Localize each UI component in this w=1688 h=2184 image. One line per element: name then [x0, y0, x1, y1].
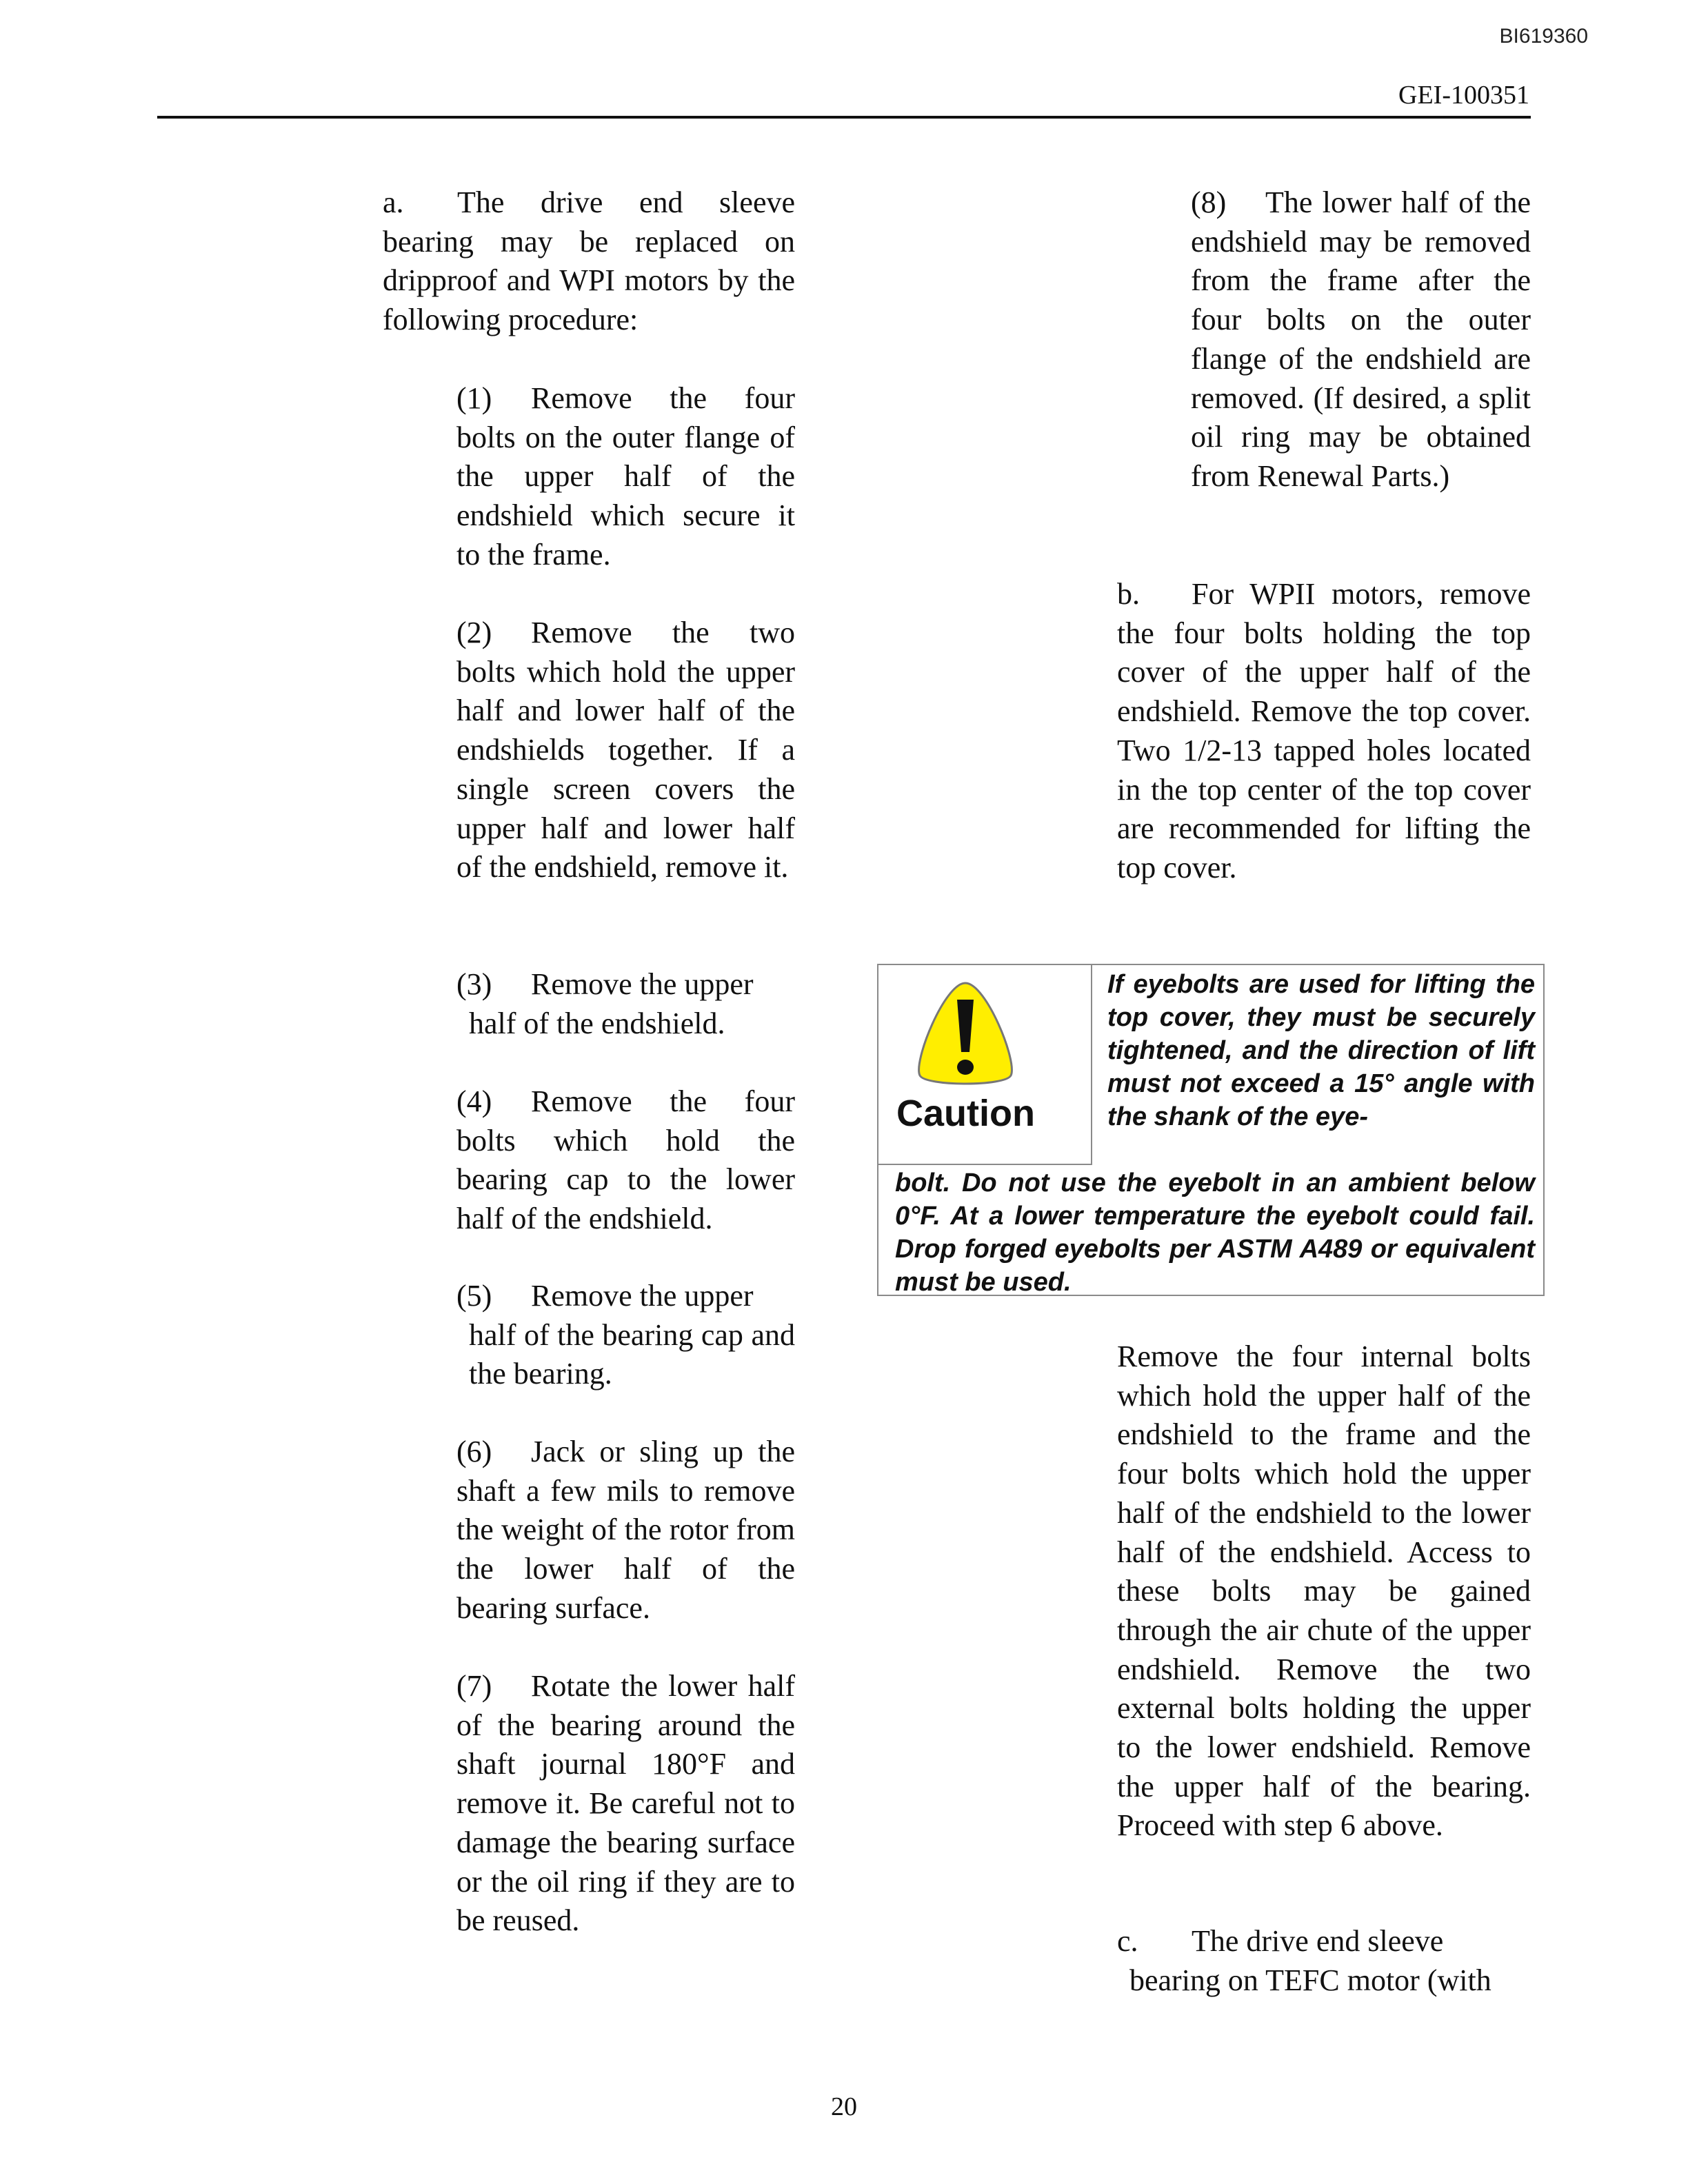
step-1-text: Remove the four bolts on the outer flange of the upper half of the endshield which secure it to the frame.	[456, 381, 795, 572]
step-8-label: (8)	[1191, 185, 1227, 219]
step-2	[456, 614, 795, 887]
item-b	[1117, 575, 1531, 888]
step-4	[456, 1082, 795, 1239]
item-b-label: b.	[1117, 577, 1140, 611]
step-8	[1191, 183, 1531, 496]
step-3-label: (3)	[456, 967, 492, 1001]
intro-text: The drive end sleeve bearing may be replaced on dripproof and WPI motors by the following procedure:	[383, 185, 795, 337]
step-2-label: (2)	[456, 616, 492, 649]
step-7-text: Rotate the lower half of the bearing around the shaft journal 180°F and remove it. Be careful not to damage the bearing surface or the oil ring if they are to be reused.	[456, 1669, 795, 1938]
step-1	[456, 379, 795, 575]
page-number: 20	[831, 2092, 857, 2121]
step-3	[456, 965, 795, 1043]
header-rule	[157, 116, 1531, 119]
step-6	[456, 1433, 795, 1628]
step-3-text: Remove the upper	[531, 967, 754, 1001]
step-6-label: (6)	[456, 1435, 492, 1468]
caution-text-top: If eyebolts are used for lifting the top cover, they must be securely tightened, and the direction of lift must not exceed a 15° angle with the shank of the eye-	[1107, 970, 1535, 1131]
caution-label: Caution	[896, 1093, 1035, 1134]
step-1-label: (1)	[456, 381, 492, 415]
step-8-text: The lower half of the endshield may be removed from the frame after the four bolts on the outer flange of the endshield are removed. (If desired, a split oil ring may be obtained from Renewal Parts.)	[1191, 185, 1531, 493]
item-c-text: The drive end sleeve	[1192, 1924, 1444, 1958]
step-5-text: Remove the upper	[531, 1279, 754, 1313]
step-5-label: (5)	[456, 1279, 492, 1313]
warning-exclamation-icon	[910, 979, 1021, 1089]
intro-label: a.	[383, 185, 404, 219]
item-c-label: c.	[1117, 1924, 1138, 1958]
step-7	[456, 1667, 795, 1941]
step-5	[456, 1277, 795, 1394]
document-id: BI619360	[1499, 25, 1588, 48]
step-5-continuation: half of the bearing cap and the bearing.	[469, 1317, 795, 1391]
caution-icon-cell	[878, 965, 1092, 1165]
caution-box	[877, 964, 1545, 1296]
step-4-label: (4)	[456, 1084, 492, 1118]
step-3-continuation: half of the endshield.	[469, 1006, 725, 1040]
intro-paragraph	[383, 183, 795, 340]
caution-text-bottom: bolt. Do not use the eyebolt in an ambient below 0°F. At a lower temperature the eyebolt could fail. Drop forged eyebolts per ASTM A489 or equivalent must be used.	[895, 1169, 1535, 1297]
item-c	[1117, 1922, 1531, 2000]
item-b-text: For WPII motors, remove the four bolts holding the top cover of the upper half of the endshield. Remove the top cover. Two 1/2-13 tapped holes located in the top center of the top cover are recommended for lifting the top cover.	[1117, 577, 1531, 884]
removal-paragraph: Remove the four internal bolts which hold the upper half of the endshield to the frame and the four bolts which hold the upper half of the endshield to the lower half of the endshield. Access to these bolts may be gained through the air chute of the upper endshield. Remove the two external bolts holding the upper to the lower endshield. Remove the upper half of the bearing. Proceed with step 6 above.	[1117, 1339, 1531, 1843]
step-4-text: Remove the four bolts which hold the bearing cap to the lower half of the endshield.	[456, 1084, 795, 1236]
document-number: GEI-100351	[1398, 81, 1529, 110]
step-6-text: Jack or sling up the shaft a few mils to remove the weight of the rotor from the lower half of the bearing surface.	[456, 1435, 795, 1625]
item-c-continuation: bearing on TEFC motor (with	[1129, 1963, 1491, 1997]
step-7-label: (7)	[456, 1669, 492, 1703]
step-2-text: Remove the two bolts which hold the upper half and lower half of the endshields together. If a single screen covers the upper half and lower half of the endshield, remove it.	[456, 616, 795, 884]
